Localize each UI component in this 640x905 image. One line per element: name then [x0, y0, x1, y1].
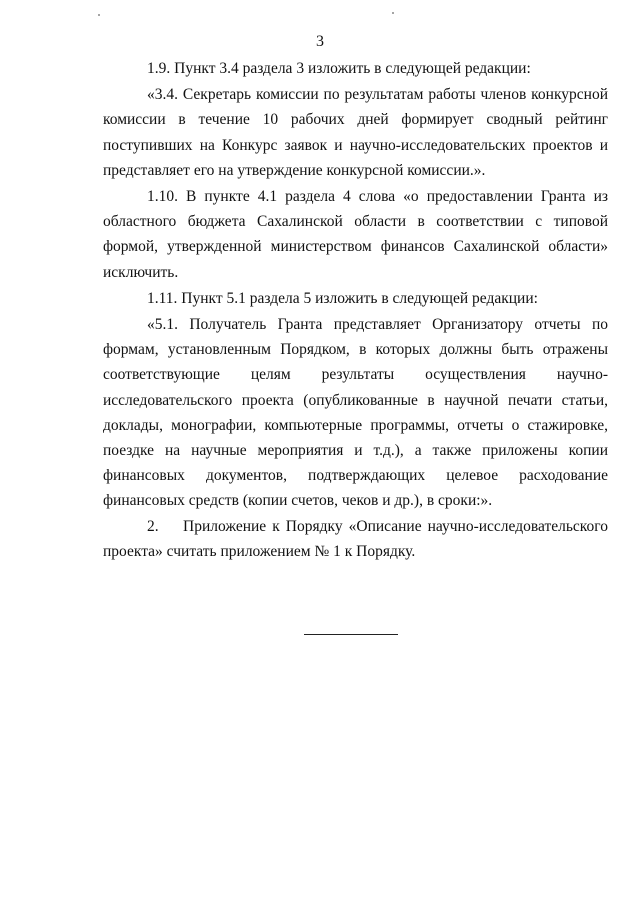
paragraph-5-1-quote: «5.1. Получатель Гранта представляет Организатору отчеты по формам, установленным Порядком, в которых должны быть отражены соответствующие целям результаты осуществления научно-исследовательского проекта (опубликованные в научной печати статьи, доклады, монографии, компьютерные программы, отчеты о стажировке, поездке на научные мероприятия и т.д.), а также приложены копии финансовых документов, подтверждающих целевое расходование финансовых средств (копии счетов, чеков и др.), в сроки:».: [103, 316, 608, 510]
paragraph-1-11: 1.11. Пункт 5.1 раздела 5 изложить в следующей редакции:: [147, 289, 538, 307]
item-2-number: 2.: [147, 517, 159, 535]
paragraph-3-4-quote: «3.4. Секретарь комиссии по результатам работы членов конкурсной комиссии в течение 10 рабочих дней формирует сводный рейтинг поступивших на Конкурс заявок и научно-исследовательских проектов и представляет его на утверждение конкурсной комиссии.».: [103, 86, 608, 179]
closing-separator-line: [304, 634, 398, 635]
scan-speck: [98, 14, 100, 16]
paragraph-item-2: [103, 514, 608, 564]
scan-speck: [392, 12, 394, 14]
paragraph-1-10: 1.10. В пункте 4.1 раздела 4 слова «о предоставлении Гранта из областного бюджета Сахалинской области в соответствии с типовой формой, утвержденной министерством финансов Сахалинской области» исключить.: [103, 188, 608, 281]
document-body: [103, 56, 608, 564]
page-number: 3: [316, 33, 324, 50]
item-2-text: Приложение к Порядку «Описание научно-исследовательского проекта» считать приложением № 1 к Порядку.: [103, 517, 608, 560]
paragraph-1-9: 1.9. Пункт 3.4 раздела 3 изложить в следующей редакции:: [147, 60, 531, 77]
